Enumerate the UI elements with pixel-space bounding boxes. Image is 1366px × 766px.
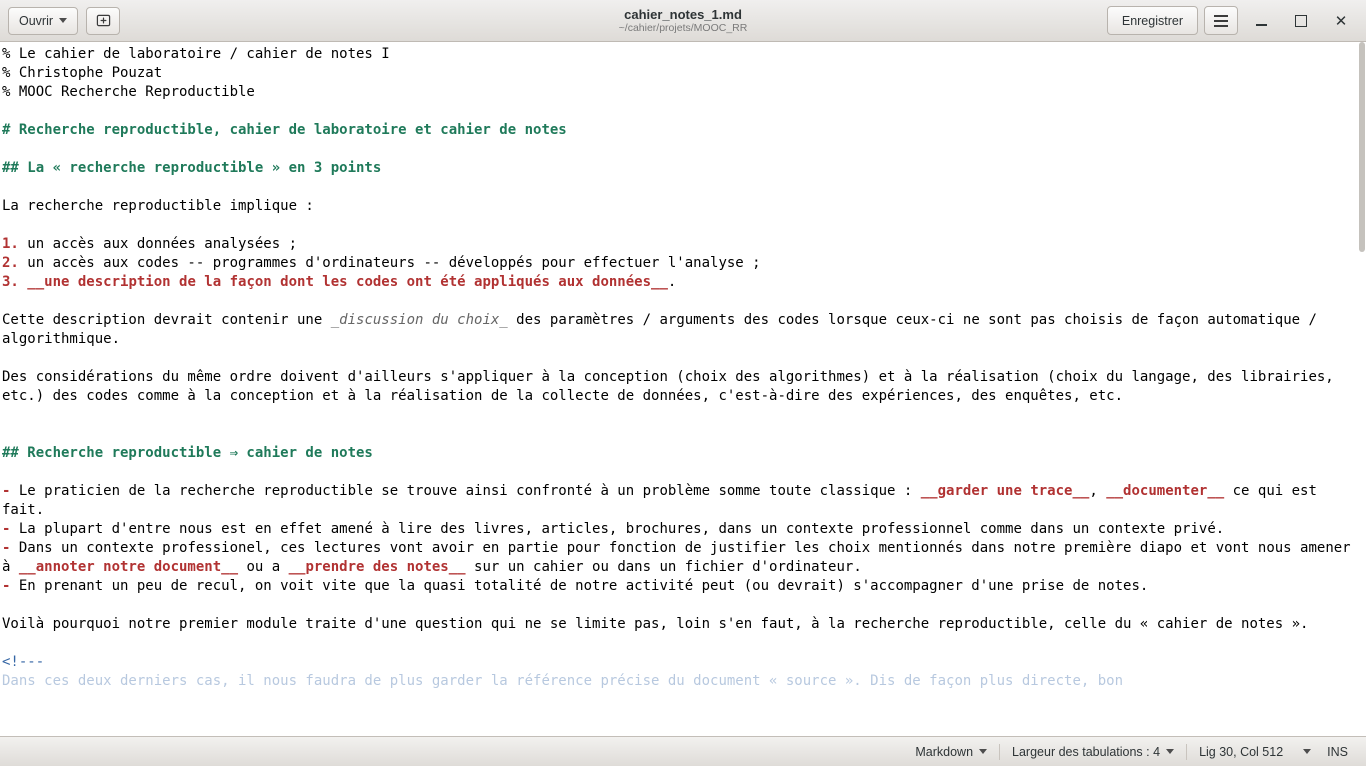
language-selector[interactable] — [903, 737, 999, 766]
chevron-down-icon — [1166, 749, 1174, 754]
editor-line: % Le cahier de laboratoire / cahier de notes I — [2, 46, 390, 62]
new-document-icon — [96, 13, 111, 28]
close-button[interactable]: ✕ — [1324, 6, 1358, 36]
menu-button[interactable] — [1204, 6, 1238, 35]
status-bar — [0, 736, 1366, 766]
editor-line — [2, 406, 1366, 425]
editor-line — [2, 634, 1366, 653]
tab-width-label: Largeur des tabulations : 4 — [1012, 744, 1161, 759]
editor-line — [2, 102, 1366, 121]
editor-line: - Dans un contexte professionel, ces lectures vont avoir en partie pour fonction de justifier les choix mentionnés dans notre première diapo et vont nous amener à __annoter notre document__ ou a __prendre des notes__ sur un cahier ou dans un fichier d'ordinateur. — [2, 540, 1360, 575]
editor-line — [2, 463, 1366, 482]
editor-line: Voilà pourquoi notre premier module traite d'une question qui ne se limite pas, loin s'en faut, à la recherche reproductible, celle du « cahier de notes ». — [2, 616, 1309, 632]
editor-line: % Christophe Pouzat — [2, 65, 163, 81]
editor-line: - En prenant un peu de recul, on voit vite que la quasi totalité de notre activité peut (ou devrait) s'accompagner d'une prise de notes. — [2, 578, 1149, 594]
editor-line: <!--- — [2, 654, 45, 670]
editor-line: La recherche reproductible implique : — [2, 198, 314, 214]
editor-line — [2, 140, 1366, 159]
minimize-button[interactable] — [1244, 6, 1278, 36]
title-bar — [0, 0, 1366, 42]
editor-line: 3. __une description de la façon dont les codes ont été appliqués aux données__. — [2, 274, 677, 290]
editor-line: # Recherche reproductible, cahier de laboratoire et cahier de notes — [2, 122, 567, 138]
document-path: ~/cahier/projets/MOOC_RR — [618, 21, 748, 34]
editor-line — [2, 216, 1366, 235]
editor-line — [2, 349, 1366, 368]
cursor-position-label: Lig 30, Col 512 — [1199, 744, 1284, 759]
chevron-down-icon — [59, 18, 67, 23]
chevron-down-icon — [979, 749, 987, 754]
editor-line: - Le praticien de la recherche reproductible se trouve ainsi confronté à un problème somme toute classique : __garder une trace__, __documenter__ ce qui est fait. — [2, 483, 1326, 518]
editor-line: Dans ces deux derniers cas, il nous faudra de plus garder la référence précise du document « source ». Dis de façon plus directe, bon — [2, 673, 1124, 689]
hamburger-menu-icon-bar3 — [1214, 25, 1228, 27]
save-button[interactable]: Enregistrer — [1107, 6, 1198, 35]
page-title: cahier_notes_1.md — [624, 6, 742, 22]
titlebar-left-group — [8, 7, 120, 35]
editor-line — [2, 425, 1366, 444]
cursor-position-selector[interactable] — [1187, 737, 1323, 766]
vertical-scrollbar[interactable] — [1358, 42, 1366, 736]
tab-width-selector[interactable] — [1000, 737, 1186, 766]
editor-line: ## La « recherche reproductible » en 3 points — [2, 160, 382, 176]
editor-line: Des considérations du même ordre doivent d'ailleurs s'appliquer à la conception (choix des algorithmes) et à la réalisation (choix du langage, des librairies, etc.) des codes comme à la conception et à la réalisation de la collecte de données, c'est-à-dire des expériences, des enquêtes, etc. — [2, 369, 1343, 404]
editor-line: Cette description devrait contenir une _discussion du choix_ des paramètres / arguments des codes lorsque ceux-ci ne sont pas choisis de façon automatique / algorithmique. — [2, 312, 1326, 347]
editor-line — [2, 178, 1366, 197]
editor-line: % MOOC Recherche Reproductible — [2, 84, 255, 100]
maximize-button[interactable] — [1284, 6, 1318, 36]
text-editor-area[interactable] — [0, 42, 1366, 736]
editor-line: 2. un accès aux codes -- programmes d'ordinateurs -- développés pour effectuer l'analyse ; — [2, 255, 761, 271]
chevron-down-icon — [1303, 749, 1311, 754]
hamburger-menu-icon-bar2 — [1214, 20, 1228, 22]
language-label: Markdown — [915, 744, 974, 759]
insert-mode-indicator: INS — [1327, 744, 1348, 759]
editor-line: - La plupart d'entre nous est en effet amené à lire des livres, articles, brochures, dans un contexte professionnel comme dans un contexte privé. — [2, 521, 1225, 537]
new-document-button[interactable] — [86, 7, 120, 35]
open-button[interactable] — [8, 7, 78, 35]
editor-line — [2, 292, 1366, 311]
vertical-scrollbar-thumb[interactable] — [1359, 42, 1365, 252]
titlebar-right-group — [1107, 6, 1358, 36]
editor-line: 1. un accès aux données analysées ; — [2, 236, 298, 252]
open-button-label: Ouvrir — [19, 13, 54, 28]
hamburger-menu-icon — [1214, 15, 1228, 17]
editor-line: ## Recherche reproductible ⇒ cahier de notes — [2, 445, 373, 461]
editor-line — [2, 596, 1366, 615]
